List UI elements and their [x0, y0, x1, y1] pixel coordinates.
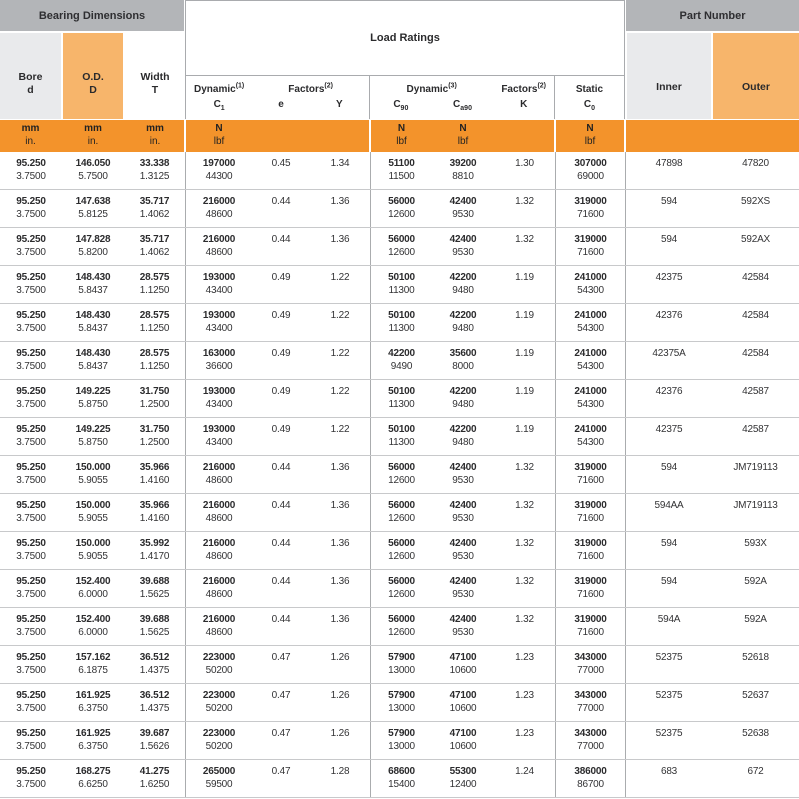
cell-c90: 68600 15400	[370, 760, 432, 797]
cell-bore: 95.250 3.7500	[16, 652, 46, 676]
cell-c0: 241000 54300	[555, 266, 625, 303]
cell-od: 168.275 6.6250	[75, 766, 111, 790]
cell-width: 31.750 1.2500	[139, 424, 170, 448]
cell-c90: 50100 11300	[370, 266, 432, 303]
subheader-factors2-label: Factors$^{(2)}$	[288, 82, 333, 95]
table-row	[0, 380, 799, 418]
cell-ca90: 42400 9530	[449, 462, 477, 486]
cell-c1: 265000 59500	[185, 760, 252, 797]
cell-factor-y: 1.36	[330, 576, 350, 587]
column-symbol-ca90: $C_{a90}$	[453, 99, 472, 112]
table-row	[0, 456, 799, 494]
cell-outer-part-number: 592AX	[740, 234, 771, 245]
cell-factor-e: 0.49	[271, 272, 291, 283]
cell-ca90: 42400 9530	[449, 576, 477, 600]
cell-c0: 319000 71600	[555, 608, 625, 645]
column-label: Outer	[741, 80, 770, 93]
cell-od: 149.225 5.8750	[75, 424, 111, 448]
cell-width: 35.966 1.4160	[139, 500, 170, 524]
cell-ca90: 42200 9480	[449, 310, 477, 334]
cell-bore: 95.250 3.7500	[16, 576, 46, 600]
cell-inner-part-number: 594	[625, 190, 712, 227]
cell-c0: 241000 54300	[555, 380, 625, 417]
table-row	[0, 190, 799, 228]
cell-bore: 95.250 3.7500	[16, 424, 46, 448]
cell-width: 35.717 1.4062	[139, 234, 170, 258]
units-ca90: N lbf	[457, 123, 469, 147]
cell-width: 36.512 1.4375	[139, 652, 170, 676]
cell-ca90: 42400 9530	[449, 538, 477, 562]
cell-outer-part-number: 592A	[744, 614, 767, 625]
cell-od: 148.430 5.8437	[75, 310, 111, 334]
cell-bore: 95.250 3.7500	[16, 310, 46, 334]
column-symbol-c1: $C_1$	[213, 99, 225, 112]
column-label: O.D.	[82, 71, 104, 83]
cell-c0: 319000 71600	[555, 494, 625, 531]
subheader-dynamic1-factors	[185, 76, 370, 119]
table-row	[0, 722, 799, 760]
column-symbol-k: K	[520, 99, 528, 110]
group-label: Load Ratings	[370, 32, 440, 44]
cell-inner-part-number: 52375	[625, 646, 712, 683]
cell-factor-k: 1.32	[515, 614, 534, 625]
subheader-static	[555, 76, 625, 119]
cell-od: 148.430 5.8437	[75, 272, 111, 296]
cell-inner-part-number: 42375A	[625, 342, 712, 379]
cell-inner-part-number: 42376	[625, 380, 712, 417]
cell-bore: 95.250 3.7500	[16, 614, 46, 638]
cell-c0: 343000 77000	[555, 684, 625, 721]
subheader-dynamic3-label: Dynamic$^{(3)}$	[406, 82, 457, 95]
cell-c0: 307000 69000	[555, 152, 625, 189]
cell-factor-k: 1.19	[515, 348, 534, 359]
cell-outer-part-number: 52637	[742, 690, 769, 701]
cell-od: 152.400 6.0000	[75, 576, 111, 600]
cell-factor-k: 1.23	[515, 652, 534, 663]
units-c90: N lbf	[396, 123, 407, 147]
cell-c0: 343000 77000	[555, 722, 625, 759]
cell-width: 28.575 1.1250	[139, 272, 170, 296]
cell-factor-k: 1.24	[515, 766, 534, 777]
cell-c90: 56000 12600	[370, 570, 432, 607]
subheader-static-label: Static	[575, 84, 604, 95]
cell-c0: 386000 86700	[555, 760, 625, 797]
cell-c90: 50100 11300	[370, 418, 432, 455]
column-header-inner	[627, 33, 711, 119]
cell-od: 150.000 5.9055	[75, 500, 111, 524]
cell-od: 146.050 5.7500	[75, 158, 111, 182]
cell-ca90: 42400 9530	[449, 196, 477, 220]
cell-factor-y: 1.22	[330, 386, 350, 397]
cell-od: 147.638 5.8125	[75, 196, 111, 220]
column-symbol-e: e	[278, 99, 284, 110]
cell-factor-k: 1.23	[515, 690, 534, 701]
cell-factor-y: 1.26	[330, 652, 350, 663]
cell-factor-e: 0.49	[271, 386, 291, 397]
cell-c0: 319000 71600	[555, 532, 625, 569]
cell-width: 35.992 1.4170	[139, 538, 170, 562]
cell-ca90: 55300 12400	[449, 766, 477, 790]
cell-factor-k: 1.32	[515, 196, 534, 207]
cell-od: 161.925 6.3750	[75, 728, 111, 752]
cell-inner-part-number: 42376	[625, 304, 712, 341]
table-row	[0, 532, 799, 570]
column-label: Inner	[656, 80, 682, 93]
units-c0: N lbf	[584, 123, 596, 147]
cell-bore: 95.250 3.7500	[16, 766, 46, 790]
cell-c0: 241000 54300	[555, 342, 625, 379]
table-row	[0, 342, 799, 380]
cell-factor-e: 0.44	[271, 538, 291, 549]
table-row	[0, 494, 799, 532]
cell-factor-e: 0.47	[271, 652, 291, 663]
table-row	[0, 570, 799, 608]
cell-outer-part-number: JM719113	[733, 500, 778, 511]
cell-od: 157.162 6.1875	[75, 652, 111, 676]
group-label: Part Number	[679, 9, 746, 22]
cell-inner-part-number: 683	[625, 760, 712, 797]
cell-outer-part-number: 42584	[742, 310, 769, 321]
group-header-bearing-dimensions	[0, 0, 184, 31]
cell-c0: 241000 54300	[555, 304, 625, 341]
column-label: Width	[140, 71, 170, 83]
column-header-od	[63, 33, 123, 119]
cell-od: 150.000 5.9055	[75, 538, 111, 562]
cell-width: 28.575 1.1250	[139, 310, 170, 334]
cell-factor-k: 1.32	[515, 538, 534, 549]
cell-c0: 319000 71600	[555, 228, 625, 265]
cell-c1: 216000 48600	[185, 456, 252, 493]
cell-ca90: 42400 9530	[449, 234, 477, 258]
cell-factor-k: 1.30	[515, 158, 534, 169]
cell-outer-part-number: 592A	[744, 576, 767, 587]
cell-c1: 216000 48600	[185, 228, 252, 265]
cell-ca90: 39200 8810	[449, 158, 477, 182]
cell-outer-part-number: 52638	[742, 728, 769, 739]
cell-factor-k: 1.32	[515, 500, 534, 511]
table-row	[0, 228, 799, 266]
cell-c90: 56000 12600	[370, 456, 432, 493]
cell-outer-part-number: 42584	[742, 348, 769, 359]
cell-c1: 216000 48600	[185, 608, 252, 645]
group-header-part-number	[626, 0, 799, 31]
cell-ca90: 35600 8000	[449, 348, 477, 372]
cell-c1: 216000 48600	[185, 532, 252, 569]
column-header-bore	[0, 33, 61, 119]
cell-outer-part-number: 47820	[742, 158, 769, 169]
cell-factor-e: 0.44	[271, 234, 291, 245]
cell-factor-k: 1.23	[515, 728, 534, 739]
cell-od: 152.400 6.0000	[75, 614, 111, 638]
table-row	[0, 646, 799, 684]
cell-outer-part-number: 593X	[744, 538, 767, 549]
column-symbol-c0: $C_0$	[583, 99, 596, 112]
cell-factor-y: 1.26	[330, 690, 350, 701]
cell-ca90: 42200 9480	[449, 272, 477, 296]
cell-c1: 216000 48600	[185, 190, 252, 227]
cell-factor-e: 0.47	[271, 766, 291, 777]
cell-inner-part-number: 594	[625, 456, 712, 493]
cell-factor-e: 0.44	[271, 576, 291, 587]
cell-c1: 193000 43400	[185, 380, 252, 417]
cell-c90: 50100 11300	[370, 304, 432, 341]
cell-factor-e: 0.44	[271, 614, 291, 625]
subheader-dynamic1-label: Dynamic$^{(1)}$	[194, 82, 245, 95]
cell-factor-y: 1.36	[330, 500, 350, 511]
cell-bore: 95.250 3.7500	[16, 690, 46, 714]
cell-outer-part-number: 52618	[742, 652, 769, 663]
cell-bore: 95.250 3.7500	[16, 272, 46, 296]
cell-bore: 95.250 3.7500	[16, 462, 46, 486]
cell-c0: 343000 77000	[555, 646, 625, 683]
table-body	[0, 152, 799, 798]
cell-bore: 95.250 3.7500	[16, 158, 46, 182]
cell-bore: 95.250 3.7500	[16, 234, 46, 258]
table-header	[0, 0, 799, 152]
cell-ca90: 42200 9480	[449, 386, 477, 410]
cell-c1: 197000 44300	[185, 152, 252, 189]
cell-factor-y: 1.22	[330, 348, 350, 359]
cell-c90: 42200 9490	[370, 342, 432, 379]
cell-ca90: 47100 10600	[449, 690, 477, 714]
cell-c0: 319000 71600	[555, 190, 625, 227]
cell-factor-y: 1.28	[330, 766, 350, 777]
table-row	[0, 266, 799, 304]
column-symbol: D	[89, 84, 97, 96]
cell-factor-y: 1.22	[330, 424, 350, 435]
cell-c1: 193000 43400	[185, 304, 252, 341]
cell-factor-e: 0.44	[271, 462, 291, 473]
cell-width: 33.338 1.3125	[139, 158, 170, 182]
cell-factor-k: 1.19	[515, 386, 534, 397]
cell-bore: 95.250 3.7500	[16, 500, 46, 524]
column-label: Bore	[18, 71, 43, 83]
cell-outer-part-number: 42587	[742, 386, 769, 397]
cell-c90: 56000 12600	[370, 228, 432, 265]
cell-factor-e: 0.49	[271, 424, 291, 435]
units-c1: N lbf	[213, 123, 225, 147]
cell-bore: 95.250 3.7500	[16, 728, 46, 752]
column-header-width	[125, 33, 185, 119]
cell-factor-e: 0.44	[271, 196, 291, 207]
cell-ca90: 42200 9480	[449, 424, 477, 448]
cell-factor-y: 1.36	[330, 196, 350, 207]
cell-c1: 223000 50200	[185, 646, 252, 683]
cell-ca90: 47100 10600	[449, 652, 477, 676]
table-row	[0, 152, 799, 190]
cell-factor-y: 1.26	[330, 728, 350, 739]
cell-od: 161.925 6.3750	[75, 690, 111, 714]
cell-inner-part-number: 52375	[625, 722, 712, 759]
cell-width: 35.717 1.4062	[139, 196, 170, 220]
subheader-factors2-label: Factors$^{(2)}$	[501, 82, 546, 95]
cell-factor-k: 1.19	[515, 424, 534, 435]
table-row	[0, 418, 799, 456]
cell-inner-part-number: 594	[625, 532, 712, 569]
cell-od: 149.225 5.8750	[75, 386, 111, 410]
units-od: mm in.	[84, 123, 102, 147]
subheader-dynamic3-factors	[370, 76, 555, 119]
cell-factor-y: 1.34	[330, 158, 350, 169]
cell-width: 35.966 1.4160	[139, 462, 170, 486]
cell-inner-part-number: 594	[625, 228, 712, 265]
table-row	[0, 760, 799, 798]
cell-width: 39.688 1.5625	[139, 576, 170, 600]
units-band-segment	[626, 120, 799, 152]
cell-width: 36.512 1.4375	[139, 690, 170, 714]
units-bore: mm in.	[21, 123, 40, 147]
cell-c90: 56000 12600	[370, 494, 432, 531]
cell-inner-part-number: 594	[625, 570, 712, 607]
cell-c90: 57900 13000	[370, 722, 432, 759]
cell-c90: 56000 12600	[370, 608, 432, 645]
cell-c90: 51100 11500	[370, 152, 432, 189]
cell-inner-part-number: 42375	[625, 266, 712, 303]
cell-ca90: 42400 9530	[449, 614, 477, 638]
table-row	[0, 608, 799, 646]
cell-inner-part-number: 594AA	[625, 494, 712, 531]
cell-factor-y: 1.36	[330, 234, 350, 245]
units-width: mm in.	[146, 123, 164, 147]
cell-factor-e: 0.47	[271, 728, 291, 739]
cell-factor-k: 1.32	[515, 234, 534, 245]
table-row	[0, 304, 799, 342]
cell-ca90: 47100 10600	[449, 728, 477, 752]
cell-c90: 57900 13000	[370, 646, 432, 683]
cell-outer-part-number: 672	[747, 766, 764, 777]
cell-c1: 163000 36600	[185, 342, 252, 379]
cell-bore: 95.250 3.7500	[16, 386, 46, 410]
cell-c1: 216000 48600	[185, 570, 252, 607]
cell-factor-e: 0.49	[271, 310, 291, 321]
cell-inner-part-number: 52375	[625, 684, 712, 721]
cell-c90: 56000 12600	[370, 532, 432, 569]
cell-factor-k: 1.32	[515, 462, 534, 473]
cell-factor-y: 1.36	[330, 462, 350, 473]
cell-inner-part-number: 594A	[625, 608, 712, 645]
cell-factor-y: 1.22	[330, 310, 350, 321]
cell-factor-k: 1.19	[515, 310, 534, 321]
cell-c90: 57900 13000	[370, 684, 432, 721]
cell-bore: 95.250 3.7500	[16, 538, 46, 562]
column-symbol-c90: $C_{90}$	[393, 99, 409, 112]
cell-width: 31.750 1.2500	[139, 386, 170, 410]
cell-factor-y: 1.22	[330, 272, 350, 283]
cell-od: 150.000 5.9055	[75, 462, 111, 486]
cell-c0: 319000 71600	[555, 570, 625, 607]
cell-width: 39.688 1.5625	[139, 614, 170, 638]
cell-inner-part-number: 42375	[625, 418, 712, 455]
cell-c1: 193000 43400	[185, 418, 252, 455]
cell-width: 28.575 1.1250	[139, 348, 170, 372]
cell-ca90: 42400 9530	[449, 500, 477, 524]
cell-factor-e: 0.44	[271, 500, 291, 511]
cell-c0: 319000 71600	[555, 456, 625, 493]
cell-c90: 56000 12600	[370, 190, 432, 227]
cell-bore: 95.250 3.7500	[16, 348, 46, 372]
table-row	[0, 684, 799, 722]
cell-c1: 223000 50200	[185, 684, 252, 721]
cell-c1: 223000 50200	[185, 722, 252, 759]
cell-bore: 95.250 3.7500	[16, 196, 46, 220]
cell-inner-part-number: 47898	[625, 152, 712, 189]
cell-od: 147.828 5.8200	[75, 234, 111, 258]
group-header-load-ratings	[185, 0, 625, 76]
cell-c90: 50100 11300	[370, 380, 432, 417]
cell-outer-part-number: 42584	[742, 272, 769, 283]
cell-factor-k: 1.32	[515, 576, 534, 587]
column-symbol-y: Y	[335, 99, 343, 110]
cell-factor-y: 1.36	[330, 538, 350, 549]
cell-outer-part-number: 592XS	[740, 196, 771, 207]
cell-outer-part-number: JM719113	[733, 462, 778, 473]
cell-c0: 241000 54300	[555, 418, 625, 455]
cell-factor-e: 0.49	[271, 348, 291, 359]
cell-od: 148.430 5.8437	[75, 348, 111, 372]
cell-width: 39.687 1.5626	[139, 728, 170, 752]
group-label: Bearing Dimensions	[38, 9, 146, 22]
column-symbol: d	[27, 84, 34, 96]
cell-factor-e: 0.47	[271, 690, 291, 701]
cell-c1: 193000 43400	[185, 266, 252, 303]
cell-width: 41.275 1.6250	[139, 766, 170, 790]
cell-factor-e: 0.45	[271, 158, 291, 169]
column-header-outer	[713, 33, 799, 119]
cell-factor-k: 1.19	[515, 272, 534, 283]
column-symbol: T	[151, 84, 159, 96]
cell-factor-y: 1.36	[330, 614, 350, 625]
cell-c1: 216000 48600	[185, 494, 252, 531]
cell-outer-part-number: 42587	[742, 424, 769, 435]
